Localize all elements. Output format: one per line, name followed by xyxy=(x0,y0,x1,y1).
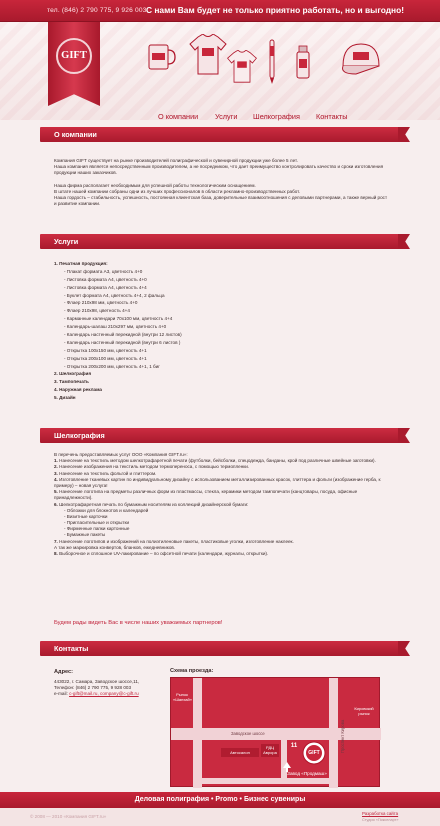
nav-services[interactable]: Услуги xyxy=(215,112,238,121)
print-item: - Календарь-шалаш 210х297 мм, цветность 4+0 xyxy=(64,324,167,330)
footer-tagline: Деловая полиграфия • Promo • Бизнес сувениры xyxy=(134,796,306,803)
tshirt-icon xyxy=(188,34,228,76)
map-arrow-icon xyxy=(283,762,291,772)
print-item: - Флаер 210х98 мм, цветность 4+0 xyxy=(64,300,138,306)
silk-intro: В перечень предоставляемых услуг ООО «Компания GIFT.ru»: xyxy=(54,452,188,457)
print-item: - Листовка формата А4, цветность 4+0 xyxy=(64,276,147,282)
mug-icon xyxy=(146,40,176,74)
email-line: e-mail: c-gift@mail.ru, company@c-gift.ru xyxy=(54,690,139,696)
top-bar xyxy=(0,0,440,22)
print-item: - Открытка 100х150 мм, цветность 4+1 xyxy=(64,347,147,353)
lighter-icon xyxy=(293,44,313,80)
road-main xyxy=(171,728,381,740)
market-kirov: Кировский рынок xyxy=(354,706,374,717)
service-item: 5. Дизайн xyxy=(54,395,76,401)
paper-item: - Визитные карточки xyxy=(64,513,108,519)
paper-item: - Фирменные папки картонные xyxy=(64,526,130,532)
paper-item: - Пригласительные и открытки xyxy=(64,520,130,526)
silk-item: А так же маркировка конвертов, бланков, ежедневников. xyxy=(54,544,176,550)
nav-silk[interactable]: Шелкография xyxy=(253,112,300,121)
main-nav xyxy=(158,112,358,122)
email-link[interactable]: c-gift@mail.ru, company@c-gift.ru xyxy=(69,690,139,696)
service-item: 4. Наружная реклама xyxy=(54,387,102,393)
silk-item: 1. Нанесение на текстиль методом шелкотрафаретной печати (футболки, бейсболки, спецодежда, банданы, крой под различные швейные заготовки). xyxy=(54,458,376,464)
section-title: О компании xyxy=(54,130,97,139)
map-logo: GIFT xyxy=(308,750,320,756)
header-phone: тел. (846) 2 790 775, 9 926 003 xyxy=(47,7,147,14)
service-item: 1. Печатная продукция: xyxy=(54,261,108,266)
silk-item: 5. Нанесение логотипа на предметы различных форм из пластмассы, стекла, керамики методом тампопечати (канцтовары, посуда, офисные принадлежности). xyxy=(54,489,358,501)
silk-item: 2. Нанесение изображения на текстиль методом термопереноса, с помощью термопленки. xyxy=(54,464,250,470)
section-title: Услуги xyxy=(54,237,79,246)
about-paragraph: Наша гордость – стабильность, успешность, постоянная клиентская база, доверительные взаимоотношения с деловыми партнерами, а также верный рост и развитие компании. xyxy=(54,194,388,207)
developer-name: Студия «Пикселарт» xyxy=(362,818,399,822)
print-item: - Листовка формата А4, цветность 4+4 xyxy=(64,284,147,290)
copyright: © 2008 — 2010 «Компания GIFT.ru» xyxy=(30,814,107,819)
rdts-block: РДЦ Аврора xyxy=(261,744,279,757)
nav-about[interactable]: О компании xyxy=(158,112,199,121)
service-item: 2. Шелкография xyxy=(54,371,92,377)
autosalon: Автосалон xyxy=(221,748,259,757)
paper-item: - Бумажные пакеты xyxy=(64,532,106,538)
road-bottom xyxy=(193,778,338,784)
print-item: - Календарь настенный перекидной (внутри 6 листов ) xyxy=(64,339,181,345)
print-item: - Открытка 200х200 мм, цветность 4+1, 1 биг xyxy=(64,363,160,369)
pen-icon xyxy=(265,38,279,84)
print-item: - Календарь настенный перекидной (внутри 12 листов) xyxy=(64,332,182,338)
silk-item: 4. Изготовление тканевых картин по индивидуальному дизайну с использованием металлизированных красок, глиттера и фольги (изображение герба, к примеру) – новая услуга! xyxy=(54,476,381,488)
silk-item: 8. Выборочное и сплошное UV-лакирование – по офсетной печати (календари, журналы, открытки). xyxy=(54,551,269,556)
map-title: Схема проезда: xyxy=(170,668,214,674)
section-about-bar xyxy=(40,127,400,142)
road-main-label: Заводское шоссе xyxy=(231,731,265,736)
section-services-bar xyxy=(40,234,400,249)
silk-item: 3. Нанесение на текстиль фольгой и глиттером. xyxy=(54,470,157,476)
print-item: - Плакат формата А3, цветность 4+0 xyxy=(64,268,143,274)
market-shanghai: Рынок «Шанхай» xyxy=(173,692,192,703)
services-list xyxy=(54,260,390,402)
paper-item: - Обложки для блокнотов и календарей xyxy=(64,507,149,513)
header xyxy=(0,22,440,120)
print-item: - Буклет формата А4, цветность 4+4, 2 фальца xyxy=(64,292,165,298)
factory-label: Завод «Продмаш» xyxy=(287,771,327,776)
print-item: - Флаер 210х98, цветность 4+4 xyxy=(64,308,130,314)
cap-icon xyxy=(338,36,384,82)
section-title: Шелкография xyxy=(54,431,105,440)
about-paragraph: Компания GIFT существует на рынке производителей полиграфической и сувенирной продукции уже более 5 лет. xyxy=(54,158,298,163)
section-contacts-bar xyxy=(40,641,400,656)
about-text xyxy=(54,158,390,207)
about-paragraph: Наша фирма располагает необходимым для успешной работы технологическим оснащением. xyxy=(54,182,256,188)
building-number: 11 xyxy=(290,743,298,749)
partners-text: Будем рады видеть Вас в числе наших уважаемых партнеров! xyxy=(54,620,223,626)
silk-item: 7. Нанесение логотипов и изображений на полиэтиленовые пакеты, пластиковые уголки, изготовление наклеек. xyxy=(54,538,294,544)
footer-bar xyxy=(0,792,440,808)
silk-text xyxy=(54,452,390,557)
silk-item: 6. Шелкотрафаретная печать по бумажным носителям из коллекций дизайнерской бумаги: xyxy=(54,501,249,507)
address-label: Адрес: xyxy=(54,669,74,675)
developer-link[interactable]: Разработка сайта xyxy=(362,811,399,816)
road-right xyxy=(329,678,338,788)
road-left xyxy=(193,678,202,788)
contacts-info xyxy=(54,669,162,697)
print-item: - Карманные календари 70х100 мм, цветность 4+4 xyxy=(64,316,173,322)
logo[interactable]: GIFT xyxy=(61,50,87,61)
section-title: Контакты xyxy=(54,644,89,653)
route-map xyxy=(170,677,380,787)
section-silk-bar xyxy=(40,428,400,443)
header-slogan: С нами Вам будет не только приятно работать, но и выгодно! xyxy=(146,5,404,15)
about-paragraph: В штате нашей компании собраны одни из лучших профессионалов в области рекламно-производственных работ. xyxy=(54,188,301,194)
nav-contacts[interactable]: Контакты xyxy=(316,112,348,121)
service-item: 3. Тампопечать xyxy=(54,379,89,385)
footer-bottom xyxy=(0,808,440,826)
address: 443022, г. Самара, Заводское шоссе,11, xyxy=(54,678,140,684)
print-item: - Открытка 200х100 мм, цветность 4+1 xyxy=(64,355,147,361)
road-right-label: Проспект Кирова xyxy=(340,719,345,753)
about-paragraph: Наша компания является непосредственным производителем, а не посредником, что дает преимущество контролировать качество и сроки изготовления продукции наших заказчиков. xyxy=(54,164,384,176)
tshirt-icon-2 xyxy=(226,50,258,84)
contact-phone: Телефон: (846) 2 790 775, 9 928 003 xyxy=(54,684,132,690)
